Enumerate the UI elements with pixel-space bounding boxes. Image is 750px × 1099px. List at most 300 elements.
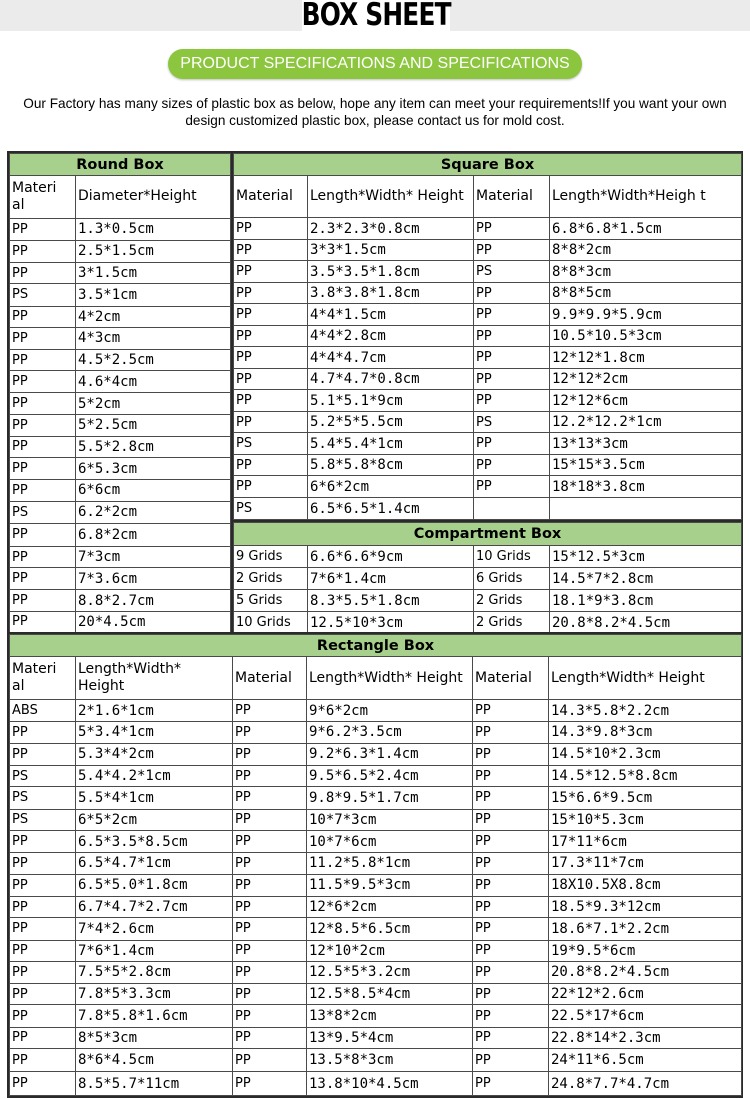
table-row: [10, 853, 742, 874]
material-cell: PP: [233, 743, 307, 765]
material-cell: PP: [233, 918, 307, 940]
material-cell: PP: [233, 722, 307, 743]
size-cell: 14.5*10*2.3cm: [549, 743, 742, 765]
material-cell: PP: [10, 349, 76, 370]
material-cell: PP: [10, 1072, 76, 1096]
size-cell: 11.2*5.8*1cm: [307, 853, 473, 874]
material-cell: ABS: [10, 699, 76, 721]
grids-cell: 10 Grids: [474, 546, 550, 568]
size-cell: 9*6.2*3.5cm: [307, 722, 473, 743]
material-cell: PP: [233, 809, 307, 830]
material-cell: PP: [473, 1005, 549, 1027]
size-cell: 22*12*2.6cm: [549, 984, 742, 1005]
material-cell: PP: [10, 327, 76, 349]
size-cell: 6.8*2cm: [76, 523, 231, 546]
table-row: [10, 1005, 742, 1027]
material-cell: PS: [10, 501, 76, 523]
table-row: [234, 369, 742, 390]
size-cell: 3.5*1cm: [76, 284, 231, 306]
table-row: [10, 568, 231, 590]
material-cell: PP: [473, 1072, 549, 1096]
material-cell: PP: [473, 918, 549, 940]
table-row: [10, 722, 742, 743]
material-cell: PP: [10, 306, 76, 327]
table-row: [234, 568, 742, 590]
size-cell: 8*8*5cm: [550, 283, 742, 304]
intro-text: Our Factory has many sizes of plastic box as below, hope any item can meet your requirements!If you want your own design customized plastic box, please contact us for mold cost.: [23, 96, 727, 128]
col-header-material: Materi al: [10, 176, 76, 218]
size-cell: 20.8*8.2*4.5cm: [549, 961, 742, 983]
size-cell: 9*6*2cm: [307, 699, 473, 721]
table-row: [10, 327, 231, 349]
material-cell: PP: [473, 722, 549, 743]
size-cell: 13.5*8*3cm: [307, 1049, 473, 1072]
compartment-box-title-row: [234, 523, 742, 546]
size-cell: 12*8.5*6.5cm: [307, 918, 473, 940]
material-cell: PP: [474, 347, 550, 369]
size-cell: 7.8*5*3.3cm: [76, 984, 233, 1005]
size-cell: 7*3.6cm: [76, 568, 231, 590]
size-cell: 12.5*10*3cm: [308, 612, 474, 634]
table-row: [10, 263, 231, 284]
size-cell: 3*3*1.5cm: [308, 240, 474, 261]
table-row: [10, 436, 231, 457]
table-row: [10, 699, 742, 721]
size-cell: 22.8*14*2.3cm: [549, 1027, 742, 1048]
size-cell: 6.2*2cm: [76, 501, 231, 523]
table-row: [234, 390, 742, 412]
material-cell: PP: [233, 896, 307, 917]
grids-cell: 5 Grids: [234, 590, 308, 612]
material-cell: PP: [474, 433, 550, 455]
table-row: [10, 393, 231, 414]
square-box-table: [233, 153, 742, 520]
size-cell: 22.5*17*6cm: [549, 1005, 742, 1027]
table-row: [10, 984, 742, 1005]
material-cell: PP: [10, 961, 76, 983]
material-cell: PP: [474, 369, 550, 390]
col-header-material: Material: [234, 176, 308, 218]
table-row: [10, 1049, 742, 1072]
material-cell: PP: [473, 830, 549, 852]
size-cell: 19*9.5*6cm: [549, 940, 742, 961]
material-cell: PP: [474, 455, 550, 476]
table-row: [10, 918, 742, 940]
table-row: [10, 787, 742, 809]
material-cell: PP: [233, 830, 307, 852]
square-box-panel: [233, 153, 741, 519]
table-row: [234, 412, 742, 433]
material-cell: PP: [234, 412, 308, 433]
size-cell: 3*1.5cm: [76, 263, 231, 284]
material-cell: PP: [10, 984, 76, 1005]
size-cell: 24.8*7.7*4.7cm: [549, 1072, 742, 1096]
table-row: [10, 765, 742, 786]
material-cell: PP: [473, 874, 549, 896]
rectangle-box-table: [9, 634, 742, 1096]
table-row: [10, 371, 231, 393]
size-cell: 6.5*5.0*1.8cm: [76, 874, 233, 896]
material-cell: PP: [10, 1005, 76, 1027]
table-row: [234, 283, 742, 304]
material-cell: PP: [10, 874, 76, 896]
material-cell: PP: [234, 261, 308, 283]
size-cell: 14.5*12.5*8.8cm: [549, 765, 742, 786]
size-cell: 17*11*6cm: [549, 830, 742, 852]
size-cell: 5.4*4.2*1cm: [76, 765, 233, 786]
material-cell: PP: [233, 853, 307, 874]
table-row: [234, 546, 742, 568]
material-cell: PP: [10, 218, 76, 240]
size-cell: 18.6*7.1*2.2cm: [549, 918, 742, 940]
size-cell: 10.5*10.5*3cm: [550, 326, 742, 347]
table-row: [10, 458, 231, 480]
material-cell: PP: [10, 722, 76, 743]
grids-cell: 2 Grids: [234, 568, 308, 590]
rectangle-box-title-row: [10, 635, 742, 657]
table-row: [10, 501, 231, 523]
material-cell: PP: [233, 984, 307, 1005]
material-cell: PP: [10, 940, 76, 961]
table-row: [234, 433, 742, 455]
size-cell: 14.3*9.8*3cm: [549, 722, 742, 743]
material-cell: PS: [10, 809, 76, 830]
upper-tables-frame: [7, 151, 743, 635]
size-cell: 8*5*3cm: [76, 1027, 233, 1048]
size-cell: 8.5*5.7*11cm: [76, 1072, 233, 1096]
grids-cell: 2 Grids: [474, 612, 550, 634]
table-row: [10, 284, 231, 306]
size-cell: 14.5*7*2.8cm: [550, 568, 742, 590]
square-box-title-row: [234, 154, 742, 176]
material-cell: PP: [10, 568, 76, 590]
size-cell: 12.2*12.2*1cm: [550, 412, 742, 433]
material-cell: PP: [10, 414, 76, 436]
material-cell: PP: [234, 369, 308, 390]
grids-cell: 6 Grids: [474, 568, 550, 590]
grids-cell: 2 Grids: [474, 590, 550, 612]
material-cell: PP: [233, 765, 307, 786]
table-row: [10, 523, 231, 546]
size-cell: 9.9*9.9*5.9cm: [550, 304, 742, 326]
table-row: [234, 347, 742, 369]
col-header-material: Materi al: [10, 657, 76, 700]
round-box-table: [9, 153, 231, 633]
size-cell: 12.5*5*3.2cm: [307, 961, 473, 983]
size-cell: 18.1*9*3.8cm: [550, 590, 742, 612]
size-cell: 5.5*4*1cm: [76, 787, 233, 809]
compartment-box-title: Compartment Box: [234, 523, 742, 546]
table-row: [234, 304, 742, 326]
material-cell: PP: [233, 699, 307, 721]
rectangle-box-column-headers: [10, 657, 742, 700]
material-cell: PP: [10, 830, 76, 852]
size-cell: 2.3*2.3*0.8cm: [308, 218, 474, 240]
table-row: [10, 414, 231, 436]
material-cell: PS: [474, 412, 550, 433]
size-cell: 7*6*1.4cm: [308, 568, 474, 590]
table-row: [10, 809, 742, 830]
compartment-box-panel: [233, 522, 741, 633]
size-cell: 15*12.5*3cm: [550, 546, 742, 568]
table-row: [10, 896, 742, 917]
size-cell: 9.8*9.5*1.7cm: [307, 787, 473, 809]
table-row: [10, 611, 231, 632]
size-cell: 10*7*6cm: [307, 830, 473, 852]
size-cell: 4.5*2.5cm: [76, 349, 231, 370]
size-cell: 4*3cm: [76, 327, 231, 349]
size-cell: 6*5*2cm: [76, 809, 233, 830]
material-cell: PP: [474, 218, 550, 240]
table-row: [10, 349, 231, 370]
table-row: [10, 961, 742, 983]
size-cell: 15*15*3.5cm: [550, 455, 742, 476]
material-cell: PP: [474, 390, 550, 412]
material-cell: PP: [10, 546, 76, 567]
rectangle-box-panel: [9, 634, 741, 1096]
size-cell: [550, 498, 742, 520]
table-row: [10, 306, 231, 327]
size-cell: 2.5*1.5cm: [76, 240, 231, 262]
size-cell: 6*6*2cm: [308, 476, 474, 498]
size-cell: 4.7*4.7*0.8cm: [308, 369, 474, 390]
table-row: [234, 612, 742, 634]
size-cell: 15*10*5.3cm: [549, 809, 742, 830]
table-row: [10, 480, 231, 501]
compartment-box-table: [233, 522, 742, 634]
material-cell: PP: [473, 853, 549, 874]
rectangle-box-title: Rectangle Box: [10, 635, 742, 657]
material-cell: PP: [10, 611, 76, 632]
table-row: [234, 476, 742, 498]
size-cell: 20.8*8.2*4.5cm: [550, 612, 742, 634]
material-cell: PP: [233, 1072, 307, 1096]
size-cell: 8*6*4.5cm: [76, 1049, 233, 1072]
size-cell: 13*9.5*4cm: [307, 1027, 473, 1048]
size-cell: 4.6*4cm: [76, 371, 231, 393]
size-cell: 7.8*5.8*1.6cm: [76, 1005, 233, 1027]
material-cell: PP: [473, 940, 549, 961]
size-cell: 12*10*2cm: [307, 940, 473, 961]
size-cell: 5.3*4*2cm: [76, 743, 233, 765]
round-box-panel: [9, 153, 230, 633]
size-cell: 4*4*2.8cm: [308, 326, 474, 347]
size-cell: 7*6*1.4cm: [76, 940, 233, 961]
size-cell: 7.5*5*2.8cm: [76, 961, 233, 983]
table-row: [10, 218, 231, 240]
table-row: [10, 240, 231, 262]
material-cell: PP: [473, 765, 549, 786]
material-cell: PP: [10, 523, 76, 546]
material-cell: PP: [233, 940, 307, 961]
material-cell: PP: [234, 326, 308, 347]
material-cell: PP: [10, 853, 76, 874]
size-cell: 18X10.5X8.8cm: [549, 874, 742, 896]
size-cell: 15*6.6*9.5cm: [549, 787, 742, 809]
size-cell: 7*3cm: [76, 546, 231, 567]
material-cell: PP: [234, 455, 308, 476]
material-cell: PP: [234, 347, 308, 369]
round-box-title-row: [10, 154, 231, 176]
material-cell: PS: [234, 433, 308, 455]
material-cell: PP: [474, 283, 550, 304]
material-cell: PP: [10, 263, 76, 284]
size-cell: 12*12*1.8cm: [550, 347, 742, 369]
size-cell: 5.8*5.8*8cm: [308, 455, 474, 476]
material-cell: PP: [234, 218, 308, 240]
table-row: [234, 455, 742, 476]
material-cell: PP: [474, 240, 550, 261]
size-cell: 8.3*5.5*1.8cm: [308, 590, 474, 612]
table-row: [10, 590, 231, 611]
material-cell: PP: [473, 699, 549, 721]
size-cell: 5.4*5.4*1cm: [308, 433, 474, 455]
table-row: [10, 1072, 742, 1096]
material-cell: PP: [10, 393, 76, 414]
specifications-banner: PRODUCT SPECIFICATIONS AND SPECIFICATIONS: [168, 49, 582, 79]
size-cell: 18*18*3.8cm: [550, 476, 742, 498]
col-header-length-width-height: Length*Width*Heigh t: [550, 176, 742, 218]
size-cell: 6.8*6.8*1.5cm: [550, 218, 742, 240]
size-cell: 6.7*4.7*2.7cm: [76, 896, 233, 917]
table-row: [234, 326, 742, 347]
col-header-material: Material: [233, 657, 307, 700]
col-header-length-width-height: Length*Width* Height: [307, 657, 473, 700]
material-cell: PP: [474, 326, 550, 347]
size-cell: 5.1*5.1*9cm: [308, 390, 474, 412]
material-cell: [474, 498, 550, 520]
table-row: [234, 590, 742, 612]
material-cell: PP: [473, 961, 549, 983]
size-cell: 10*7*3cm: [307, 809, 473, 830]
col-header-material: Material: [474, 176, 550, 218]
size-cell: 9.5*6.5*2.4cm: [307, 765, 473, 786]
material-cell: PP: [473, 896, 549, 917]
material-cell: PP: [10, 918, 76, 940]
material-cell: PP: [10, 480, 76, 501]
material-cell: PP: [474, 304, 550, 326]
size-cell: 24*11*6.5cm: [549, 1049, 742, 1072]
size-cell: 3.5*3.5*1.8cm: [308, 261, 474, 283]
material-cell: PP: [233, 1027, 307, 1048]
size-cell: 5*3.4*1cm: [76, 722, 233, 743]
size-cell: 13*8*2cm: [307, 1005, 473, 1027]
col-header-diameter-height: Diameter*Height: [76, 176, 231, 218]
size-cell: 4*4*1.5cm: [308, 304, 474, 326]
material-cell: PP: [10, 436, 76, 457]
rectangle-tables-frame: [7, 632, 743, 1098]
table-row: [10, 940, 742, 961]
size-cell: 4*4*4.7cm: [308, 347, 474, 369]
size-cell: 9.2*6.3*1.4cm: [307, 743, 473, 765]
title-box: [302, 0, 450, 31]
size-cell: 13*13*3cm: [550, 433, 742, 455]
material-cell: PP: [10, 743, 76, 765]
size-cell: 5*2.5cm: [76, 414, 231, 436]
material-cell: PP: [10, 458, 76, 480]
material-cell: PP: [234, 390, 308, 412]
table-row: [10, 743, 742, 765]
material-cell: PP: [233, 787, 307, 809]
material-cell: PP: [473, 984, 549, 1005]
size-cell: 6.5*4.7*1cm: [76, 853, 233, 874]
size-cell: 6.5*6.5*1.4cm: [308, 498, 474, 520]
material-cell: PP: [473, 743, 549, 765]
material-cell: PP: [10, 896, 76, 917]
square-box-title: Square Box: [234, 154, 742, 176]
size-cell: 12.5*8.5*4cm: [307, 984, 473, 1005]
material-cell: PP: [233, 1049, 307, 1072]
col-header-length-width-height: Length*Width* Height: [549, 657, 742, 700]
material-cell: PP: [233, 874, 307, 896]
size-cell: 13.8*10*4.5cm: [307, 1072, 473, 1096]
size-cell: 4*2cm: [76, 306, 231, 327]
material-cell: PP: [473, 809, 549, 830]
size-cell: 8.8*2.7cm: [76, 590, 231, 611]
table-row: [10, 874, 742, 896]
material-cell: PP: [473, 1027, 549, 1048]
table-row: [234, 218, 742, 240]
material-cell: PP: [474, 476, 550, 498]
table-row: [234, 240, 742, 261]
material-cell: PP: [10, 1049, 76, 1072]
material-cell: PP: [473, 787, 549, 809]
material-cell: PP: [10, 1027, 76, 1048]
table-row: [10, 546, 231, 567]
size-cell: 12*12*6cm: [550, 390, 742, 412]
size-cell: 8*8*3cm: [550, 261, 742, 283]
size-cell: 20*4.5cm: [76, 611, 231, 632]
size-cell: 6.6*6.6*9cm: [308, 546, 474, 568]
size-cell: 12*6*2cm: [307, 896, 473, 917]
material-cell: PP: [233, 1005, 307, 1027]
material-cell: PS: [10, 787, 76, 809]
material-cell: PP: [10, 590, 76, 611]
material-cell: PS: [10, 765, 76, 786]
size-cell: 14.3*5.8*2.2cm: [549, 699, 742, 721]
size-cell: 11.5*9.5*3cm: [307, 874, 473, 896]
grids-cell: 10 Grids: [234, 612, 308, 634]
col-header-material: Material: [473, 657, 549, 700]
size-cell: 5*2cm: [76, 393, 231, 414]
material-cell: PS: [234, 498, 308, 520]
material-cell: PP: [234, 476, 308, 498]
material-cell: PP: [233, 961, 307, 983]
size-cell: 7*4*2.6cm: [76, 918, 233, 940]
size-cell: 6*5.3cm: [76, 458, 231, 480]
material-cell: PS: [474, 261, 550, 283]
round-box-column-headers: [10, 176, 231, 218]
round-box-title: Round Box: [10, 154, 231, 176]
size-cell: 1.3*0.5cm: [76, 218, 231, 240]
table-row: [234, 498, 742, 520]
size-cell: 6*6cm: [76, 480, 231, 501]
size-cell: 6.5*3.5*8.5cm: [76, 830, 233, 852]
col-header-length-width-height: Length*Width* Height: [76, 657, 233, 700]
size-cell: 3.8*3.8*1.8cm: [308, 283, 474, 304]
table-row: [10, 1027, 742, 1048]
grids-cell: 9 Grids: [234, 546, 308, 568]
size-cell: 17.3*11*7cm: [549, 853, 742, 874]
material-cell: PP: [473, 1049, 549, 1072]
col-header-length-width-height: Length*Width* Height: [308, 176, 474, 218]
material-cell: PS: [10, 284, 76, 306]
table-row: [10, 830, 742, 852]
size-cell: 2*1.6*1cm: [76, 699, 233, 721]
square-box-column-headers: [234, 176, 742, 218]
size-cell: 12*12*2cm: [550, 369, 742, 390]
table-row: [234, 261, 742, 283]
